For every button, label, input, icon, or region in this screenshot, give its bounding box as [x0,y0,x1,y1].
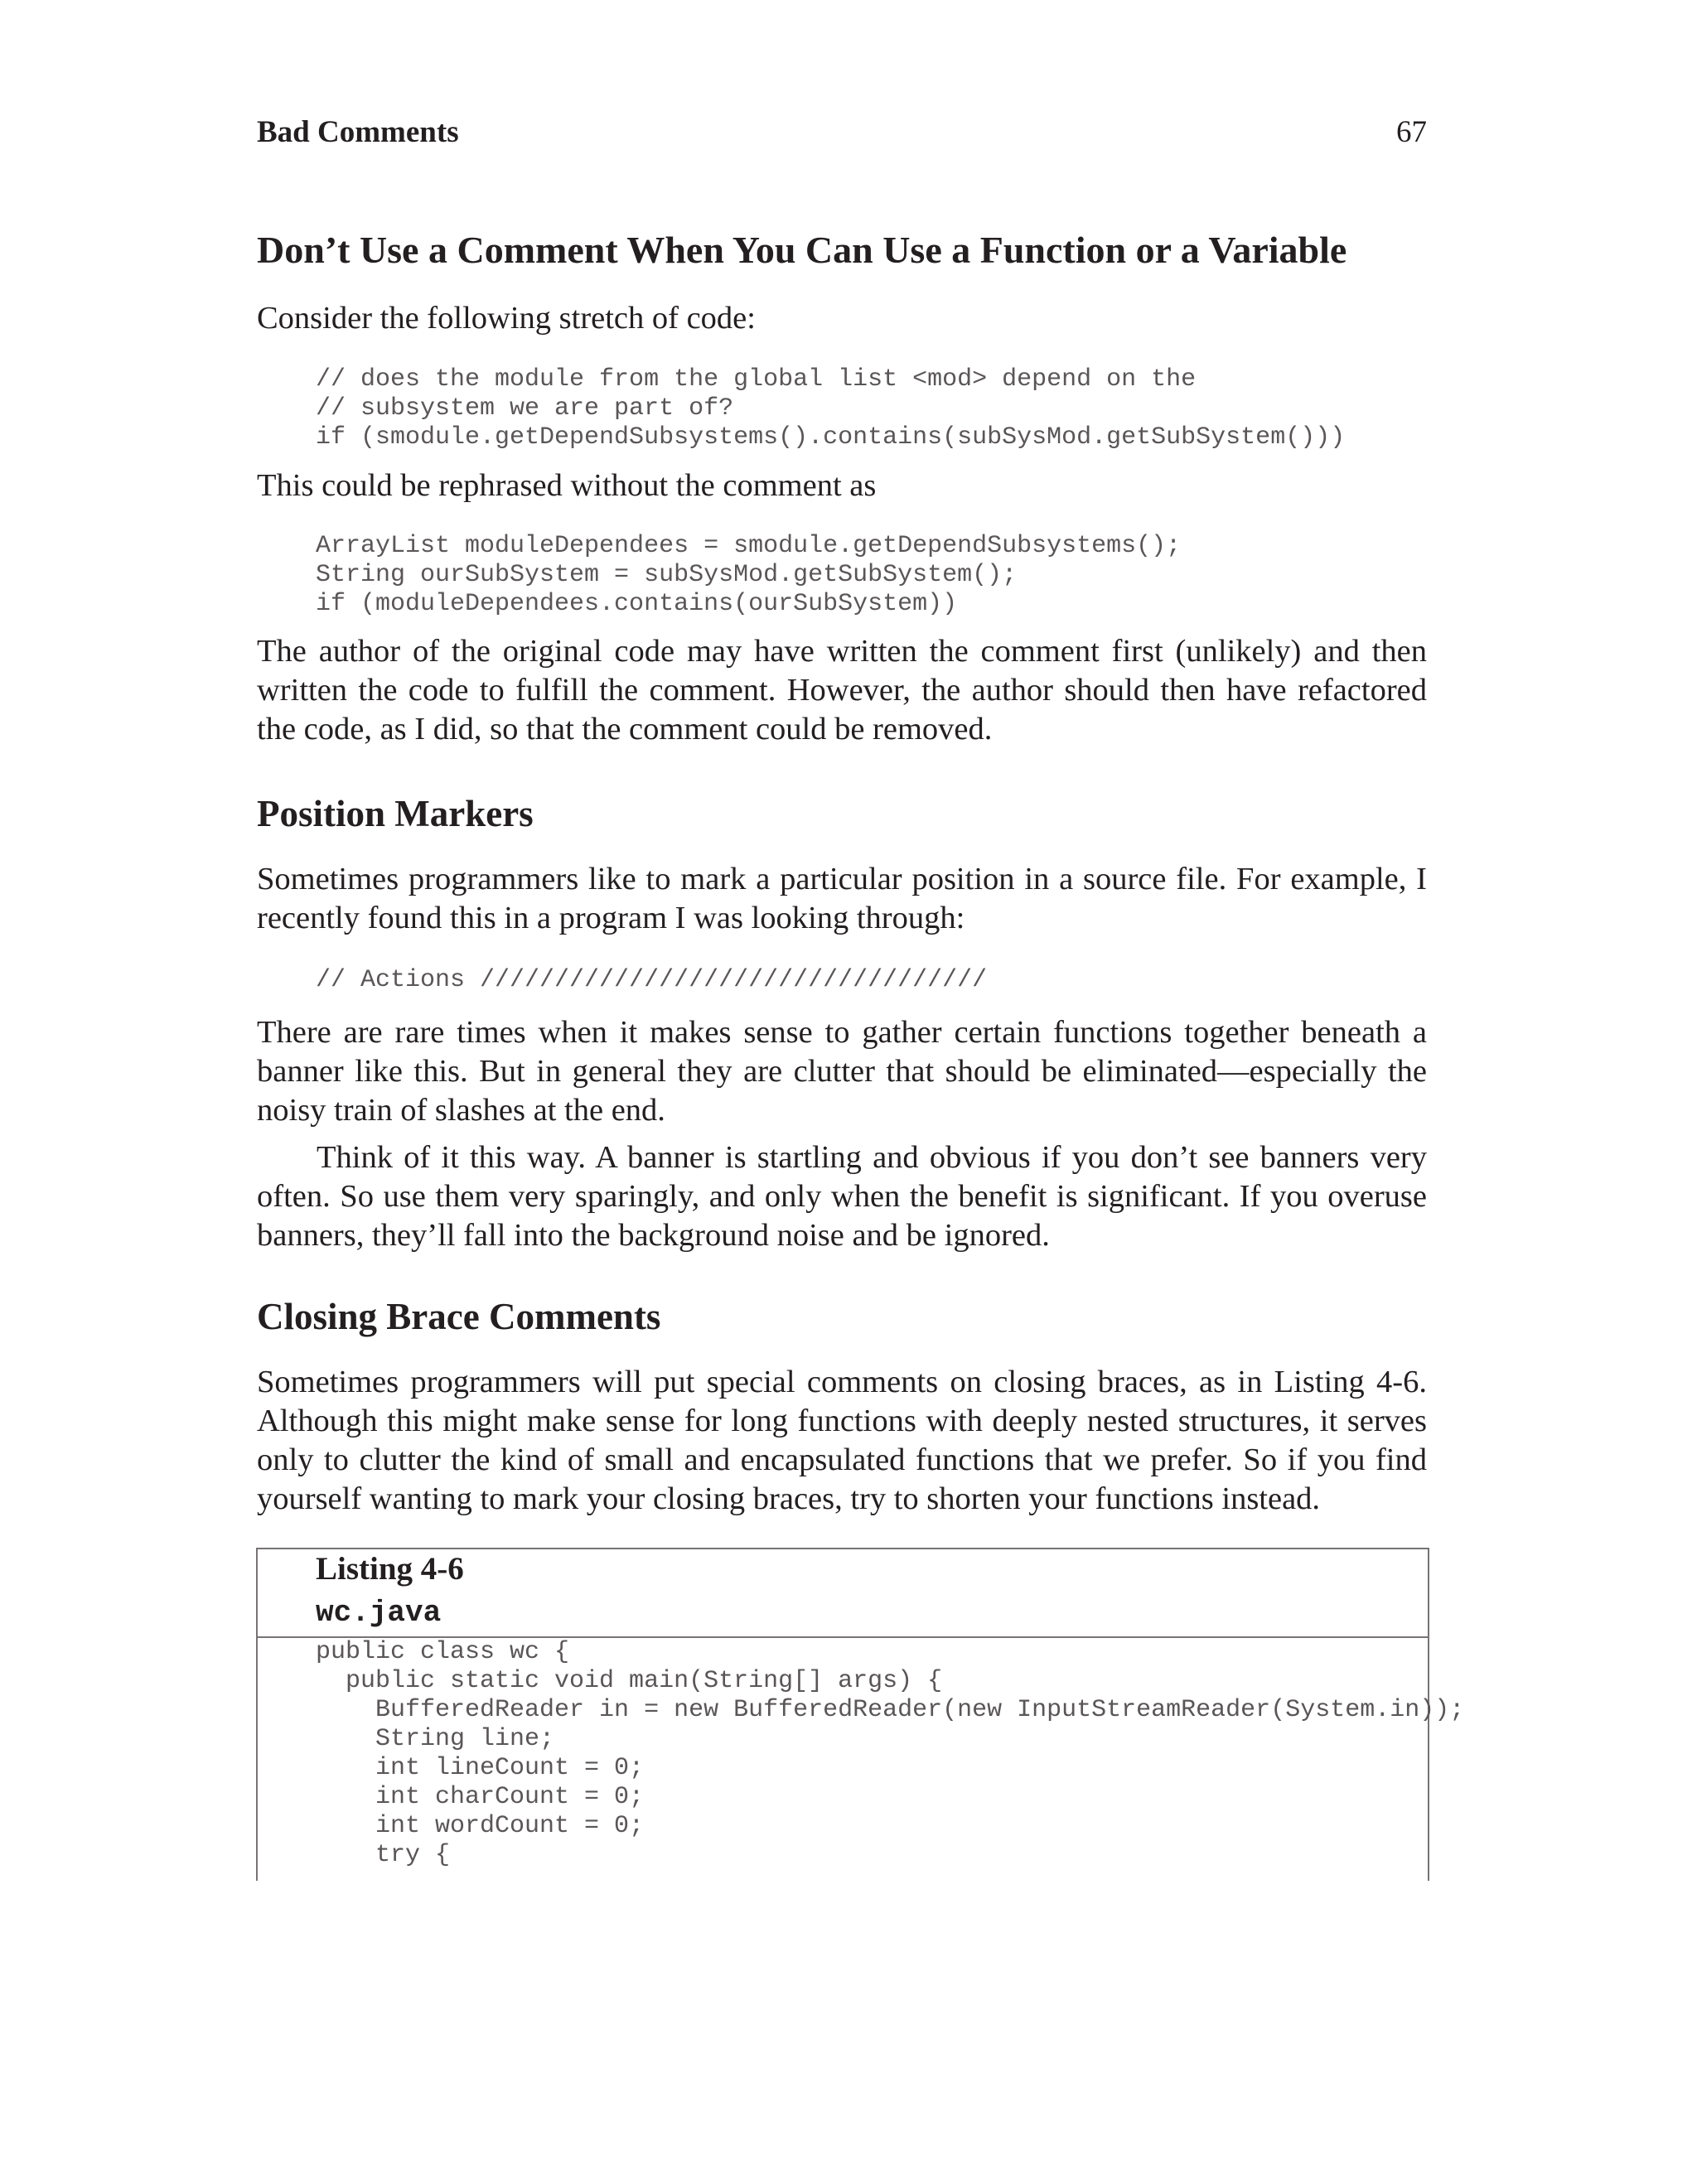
section-heading-closing-brace-comments: Closing Brace Comments [257,1296,661,1337]
code-block-refactored: ArrayList moduleDependees = smodule.getDependSubsystems(); String ourSubSystem = subSysMod.getSubSystem(); if (moduleDependees.contains(ourSubSystem)) [316,532,1182,618]
running-head-title: Bad Comments [257,115,459,149]
intro-paragraph: Consider the following stretch of code: [257,301,756,336]
transition-paragraph: This could be rephrased without the comment as [257,468,877,503]
code-block-with-comment: // does the module from the global list <mod> depend on the // subsystem we are part of? if (smodule.getDependSubsystems().contains(subSysMod.getSubSystem())) [316,365,1346,452]
page-number: 67 [1396,115,1427,149]
position-markers-paragraph-3: Think of it this way. A banner is startling and obvious if you don’t see banners very often. So use them very sparingly, and only when the benefit is significant. If you overuse banners, they’ll fall into the background noise and be ignored. [257,1140,1427,1253]
listing-label: Listing 4-6 [316,1551,464,1587]
section-heading-position-markers: Position Markers [257,793,534,834]
section-heading-function-or-variable: Don’t Use a Comment When You Can Use a Function or a Variable [257,229,1347,271]
listing-code: public class wc { public static void main(String[] args) { BufferedReader in = new BufferedReader(new InputStreamReader(System.in)); String line; int lineCount = 0; int charCount = 0; int wordCount = 0; try { [316,1638,1465,1869]
listing-filename: wc.java [316,1596,442,1630]
code-block-banner: // Actions ////////////////////////////////// [316,966,988,994]
running-head [257,113,1427,152]
closing-brace-paragraph: Sometimes programmers will put special comments on closing braces, as in Listing 4-6. Although this might make sense for long functions with deeply nested structures, it serves only to clutter the kind of small and encapsulated functions that we prefer. So if you find yourself wanting to mark your closing braces, try to shorten your functions instead. [257,1365,1427,1516]
position-markers-paragraph-2: There are rare times when it makes sense to gather certain functions together beneath a banner like this. But in general they are clutter that should be eliminated—especially the noisy train of slashes at the end. [257,1015,1427,1128]
position-markers-paragraph-1: Sometimes programmers like to mark a particular position in a source file. For example, I recently found this in a program I was looking through: [257,862,1427,935]
conclusion-paragraph: The author of the original code may have written the comment first (unlikely) and then written the code to fulfill the comment. However, the author should then have refactored the code, as I did, so that the comment could be removed. [257,634,1427,747]
